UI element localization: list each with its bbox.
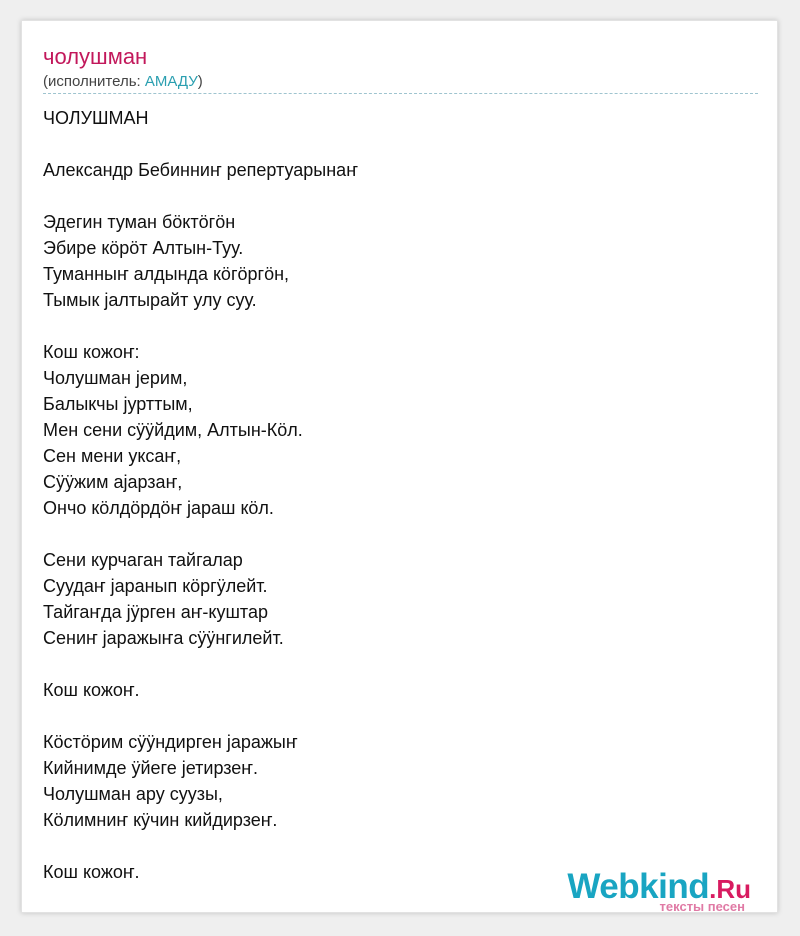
lyrics-line: Тымык јалтырайт улу суу.	[43, 290, 257, 310]
song-title: чолушман	[43, 44, 148, 69]
performer-line	[43, 73, 203, 91]
lyrics-line: Тайгаҥда јӱрген аҥ-куштар	[43, 602, 268, 622]
lyrics-stanza	[43, 105, 743, 131]
lyrics-stanza	[43, 339, 743, 521]
lyrics-line: Кош кожоҥ:	[43, 342, 140, 362]
logo-ru-text: .Ru	[709, 874, 751, 904]
performer-link[interactable]: АМАДУ	[144, 73, 198, 90]
lyrics-line: Балыкчы јурттым,	[43, 394, 193, 414]
performer-prefix: (исполнитель:	[43, 73, 145, 90]
logo-main-text: Webkind	[567, 867, 710, 906]
logo-subtitle: тексты песен	[659, 899, 745, 914]
lyrics-line: Эдегин туман бӧктӧгӧн	[43, 212, 236, 232]
lyrics-stanza	[43, 677, 743, 703]
performer-suffix: )	[197, 73, 203, 90]
lyrics-line: Сениҥ јаражыҥа сӱӱнгилейт.	[43, 628, 284, 648]
lyrics-line: Кош кожоҥ.	[43, 862, 140, 882]
lyrics-stanza	[43, 547, 743, 651]
lyrics-line: Суудаҥ јаранып кӧргӱлейт.	[43, 576, 268, 596]
lyrics-line: Сени курчаган тайгалар	[43, 550, 243, 570]
lyrics-line: ЧОЛУШМАН	[43, 108, 149, 128]
lyrics-line: Кӧлимниҥ кӱчин кийдирзеҥ.	[43, 810, 278, 830]
lyrics-stanza	[43, 209, 743, 313]
lyrics-body	[43, 105, 743, 911]
lyrics-card	[21, 20, 778, 913]
lyrics-stanza	[43, 729, 743, 833]
lyrics-stanza	[43, 157, 743, 183]
lyrics-line: Сен мени уксаҥ,	[43, 446, 182, 466]
lyrics-line: Сӱӱжим ајарзаҥ,	[43, 472, 183, 492]
lyrics-line: Ончо кӧлдӧрдӧҥ јараш кӧл.	[43, 498, 274, 518]
lyrics-line: Кийнимде ӱйеге јетирзеҥ.	[43, 758, 258, 778]
lyrics-line: Мен сени сӱӱйдим, Алтын-Кӧл.	[43, 420, 303, 440]
webkind-logo[interactable]	[567, 867, 751, 914]
lyrics-line: Туманныҥ алдында кӧгӧргӧн,	[43, 264, 290, 284]
lyrics-line: Кӧстӧрим сӱӱндирген јаражыҥ	[43, 732, 298, 752]
lyrics-line: Чолушман ару суузы,	[43, 784, 223, 804]
lyrics-line: Александр Бебинниҥ репертуарынаҥ	[43, 160, 358, 180]
lyrics-line: Эбире кӧрӧт Алтын-Туу.	[43, 238, 244, 258]
lyrics-line: Чолушман јерим,	[43, 368, 188, 388]
lyrics-line: Кош кожоҥ.	[43, 680, 140, 700]
header-divider	[43, 93, 758, 94]
